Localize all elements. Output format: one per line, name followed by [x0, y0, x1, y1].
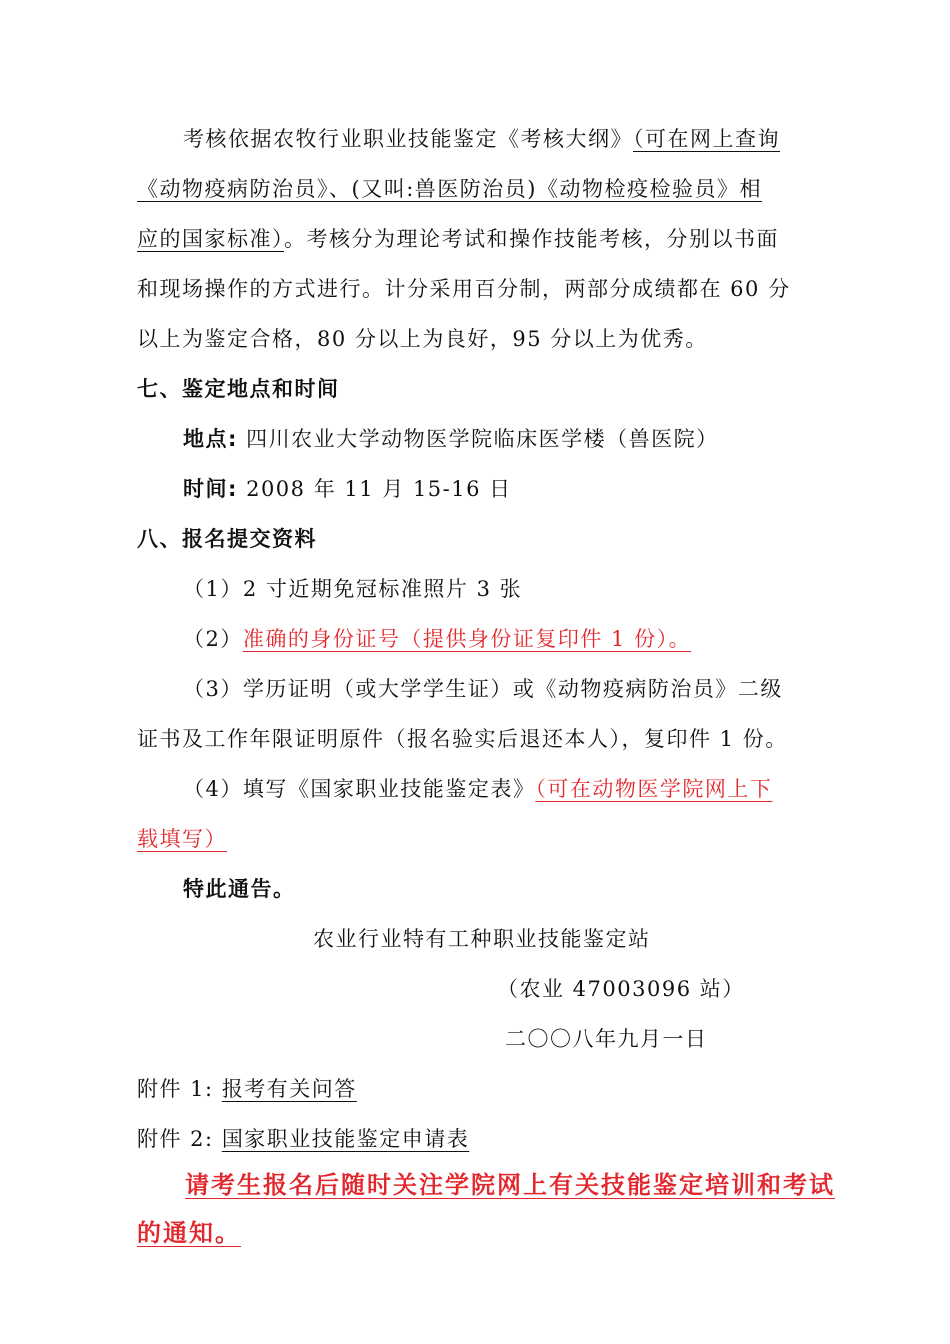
item-2: [183, 624, 883, 654]
notice-line1: 请考生报名后随时关注学院网上有关技能鉴定培训和考试: [185, 1171, 835, 1199]
place-label: 地点:: [183, 427, 238, 451]
para1-line1: [183, 124, 833, 154]
place-line: [183, 424, 883, 454]
item-4-line2[interactable]: 载填写）: [137, 827, 227, 851]
para1-text: 考核依据农牧行业职业技能鉴定《考核大纲》: [183, 127, 633, 151]
para1-line2: 《动物疫病防治员》、(又叫:兽医防治员)《动物检疫检验员》相: [137, 177, 762, 201]
closing-text: 特此通告。: [183, 877, 296, 901]
para1-line3: [137, 224, 837, 254]
para1-line4: 和现场操作的方式进行。计分采用百分制，两部分成绩都在 60 分: [137, 277, 791, 301]
attachment-label: 附件 2:: [137, 1127, 214, 1151]
section8-heading: 八、报名提交资料: [137, 527, 317, 551]
attachment-1: [137, 1074, 837, 1104]
para1-underlined-end: 应的国家标准）: [137, 227, 284, 251]
attachment-link[interactable]: 国家职业技能鉴定申请表: [221, 1127, 470, 1151]
sign-org: 农业行业特有工种职业技能鉴定站: [313, 927, 651, 951]
place-value: 四川农业大学动物医学院临床医学楼（兽医院）: [237, 427, 719, 451]
attachment-link[interactable]: 报考有关问答: [221, 1077, 357, 1101]
item-4-link[interactable]: （可在动物医学院网上下: [535, 777, 773, 801]
time-label: 时间:: [183, 477, 238, 501]
section7-heading: 七、鉴定地点和时间: [137, 377, 340, 401]
attachment-label: 附件 1:: [137, 1077, 214, 1101]
time-value: 2008 年 11 月 15-16 日: [237, 477, 512, 501]
notice-line2: 的通知。: [137, 1219, 241, 1247]
item-3-line1: （3）学历证明（或大学学生证）或《动物疫病防治员》二级: [183, 677, 783, 701]
sign-date: 二〇〇八年九月一日: [505, 1027, 708, 1051]
item-2-text: 准确的身份证号（提供身份证复印件 1 份）。: [242, 627, 692, 651]
para1-text: 。考核分为理论考试和操作技能考核，分别以书面: [284, 227, 779, 251]
item-4-line1: [183, 774, 843, 804]
item-3-line2: 证书及工作年限证明原件（报名验实后退还本人），复印件 1 份。: [137, 727, 788, 751]
item-1: （1）2 寸近期免冠标准照片 3 张: [183, 577, 523, 601]
item-4-text: （4）填写《国家职业技能鉴定表》: [183, 777, 536, 801]
sign-code: （农业 47003096 站）: [497, 977, 745, 1001]
para1-underlined: （可在网上查询: [633, 127, 780, 151]
attachment-2: [137, 1124, 837, 1154]
para1-line5: 以上为鉴定合格，80 分以上为良好，95 分以上为优秀。: [137, 327, 708, 351]
time-line: [183, 474, 883, 504]
item-2-number: （2）: [183, 627, 243, 651]
